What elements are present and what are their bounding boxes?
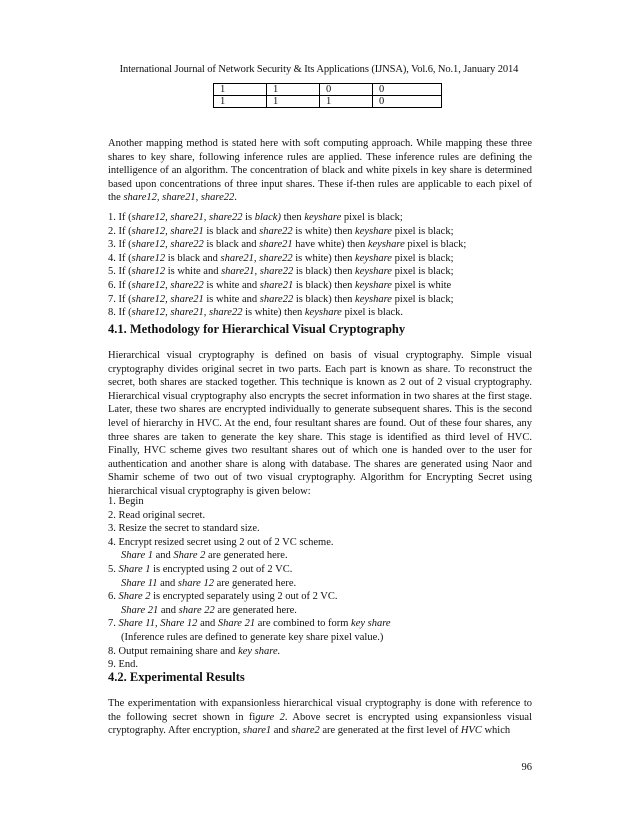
algorithm-step: 6. Share 2 is encrypted separately using 2 out of 2 VC.	[108, 591, 338, 603]
rule-item: 3. If (share12, share22 is black and share21 have white) then keyshare pixel is black;	[108, 239, 467, 251]
algorithm-step: 4. Encrypt resized secret using 2 out of 2 VC scheme.	[108, 536, 334, 548]
rule-item: 6. If (share12, share22 is white and share21 is black) then keyshare pixel is white	[108, 279, 452, 291]
rule-item: 4. If (share12 is black and share21, share22 is white) then keyshare pixel is black;	[108, 252, 454, 264]
table-cell: 1	[267, 96, 320, 108]
algorithm-step: Share 11 and share 12 are generated here.	[121, 577, 297, 589]
table-cell: 0	[320, 84, 373, 96]
table-row	[214, 84, 442, 96]
table-row	[214, 96, 442, 108]
rule-item: 1. If (share12, share21, share22 is black) then keyshare pixel is black;	[108, 212, 403, 223]
truth-table	[213, 83, 442, 108]
page-number: 96	[521, 762, 532, 773]
section-4-2-paragraph: The experimentation with expansionless hierarchical visual cryptography is done with reference to the following secret shown in figure 2. Above secret is encrypted using expansionless visual cryptography. After encryption, share1 and share2 are generated at the first level of HVC which	[108, 698, 533, 737]
running-header: International Journal of Network Security & Its Applications (IJNSA), Vol.6, No.1, January 2014	[119, 64, 519, 75]
inference-rules-list	[108, 211, 532, 320]
mapping-paragraph: Another mapping method is stated here with soft computing approach. While mapping these three shares to key share, following inference rules are applied. These inference rules are defining the intelligence of an algorithm. The concentration of black and white pixels in key share is determined based upon concentrations of three input shares. These if-then rules are applicable to each pixel of the share12, share21, share22.	[108, 138, 532, 204]
table-cell: 0	[373, 96, 442, 108]
algorithm-step: 8. Output remaining share and key share.	[108, 645, 281, 657]
algorithm-step: (Inference rules are defined to generate key share pixel value.)	[121, 631, 384, 643]
rule-item: 5. If (share12 is white and share21, share22 is black) then keyshare pixel is black;	[108, 266, 454, 278]
algorithm-step: 3. Resize the secret to standard size.	[108, 523, 260, 535]
algorithm-step: 2. Read original secret.	[108, 509, 206, 521]
algorithm-step: 5. Share 1 is encrypted using 2 out of 2 VC.	[108, 563, 293, 575]
section-4-2-heading: 4.2. Experimental Results	[108, 670, 245, 684]
rule-item: 2. If (share12, share21 is black and share22 is white) then keyshare pixel is black;	[108, 225, 454, 237]
algorithm-step: 1. Begin	[108, 496, 144, 507]
algorithm-step: Share 21 and share 22 are generated here.	[121, 604, 297, 616]
table-cell: 1	[267, 84, 320, 96]
table-cell: 1	[214, 84, 267, 96]
algorithm-step: 7. Share 11, Share 12 and Share 21 are combined to form key share	[108, 618, 391, 630]
algorithm-list	[108, 495, 532, 672]
rule-item: 7. If (share12, share21 is white and share22 is black) then keyshare pixel is black;	[108, 293, 454, 305]
table-cell: 1	[320, 96, 373, 108]
section-4-1-paragraph: Hierarchical visual cryptography is defined on basis of visual cryptography. Simple visual cryptography divides original secret in two parts. Each part is known as share. To reconstruct the secret, both shares are stacked together. This technique is known as 2 out of 2 visual cryptography. Hierarchical visual cryptography also encrypts the secret information in two shares at the first stage. Later, these two shares are encrypted individually to generate subsequent shares. This is the second level of hierarchy in HVC. At the end, four resultant shares are found. Out of these four shares, any three shares are taken to generate the key share. This stage is identified as third level of HVC. Finally, HVC scheme gives two resultant shares out of which one is handed over to the user for authentication and another share is along with database. The shares are generated using Naor and Shamir scheme of two out of two visual cryptography. Algorithm for Encrypting Secret using hierarchical visual cryptography is given below:	[108, 350, 532, 497]
table-cell: 1	[214, 96, 267, 108]
table-cell: 0	[373, 84, 442, 96]
algorithm-step: 9. End.	[108, 659, 139, 671]
rule-item: 8. If (share12, share21, share22 is white) then keyshare pixel is black.	[108, 307, 404, 319]
algorithm-step: Share 1 and Share 2 are generated here.	[121, 550, 288, 562]
section-4-1-heading: 4.1. Methodology for Hierarchical Visual Cryptography	[108, 322, 406, 336]
